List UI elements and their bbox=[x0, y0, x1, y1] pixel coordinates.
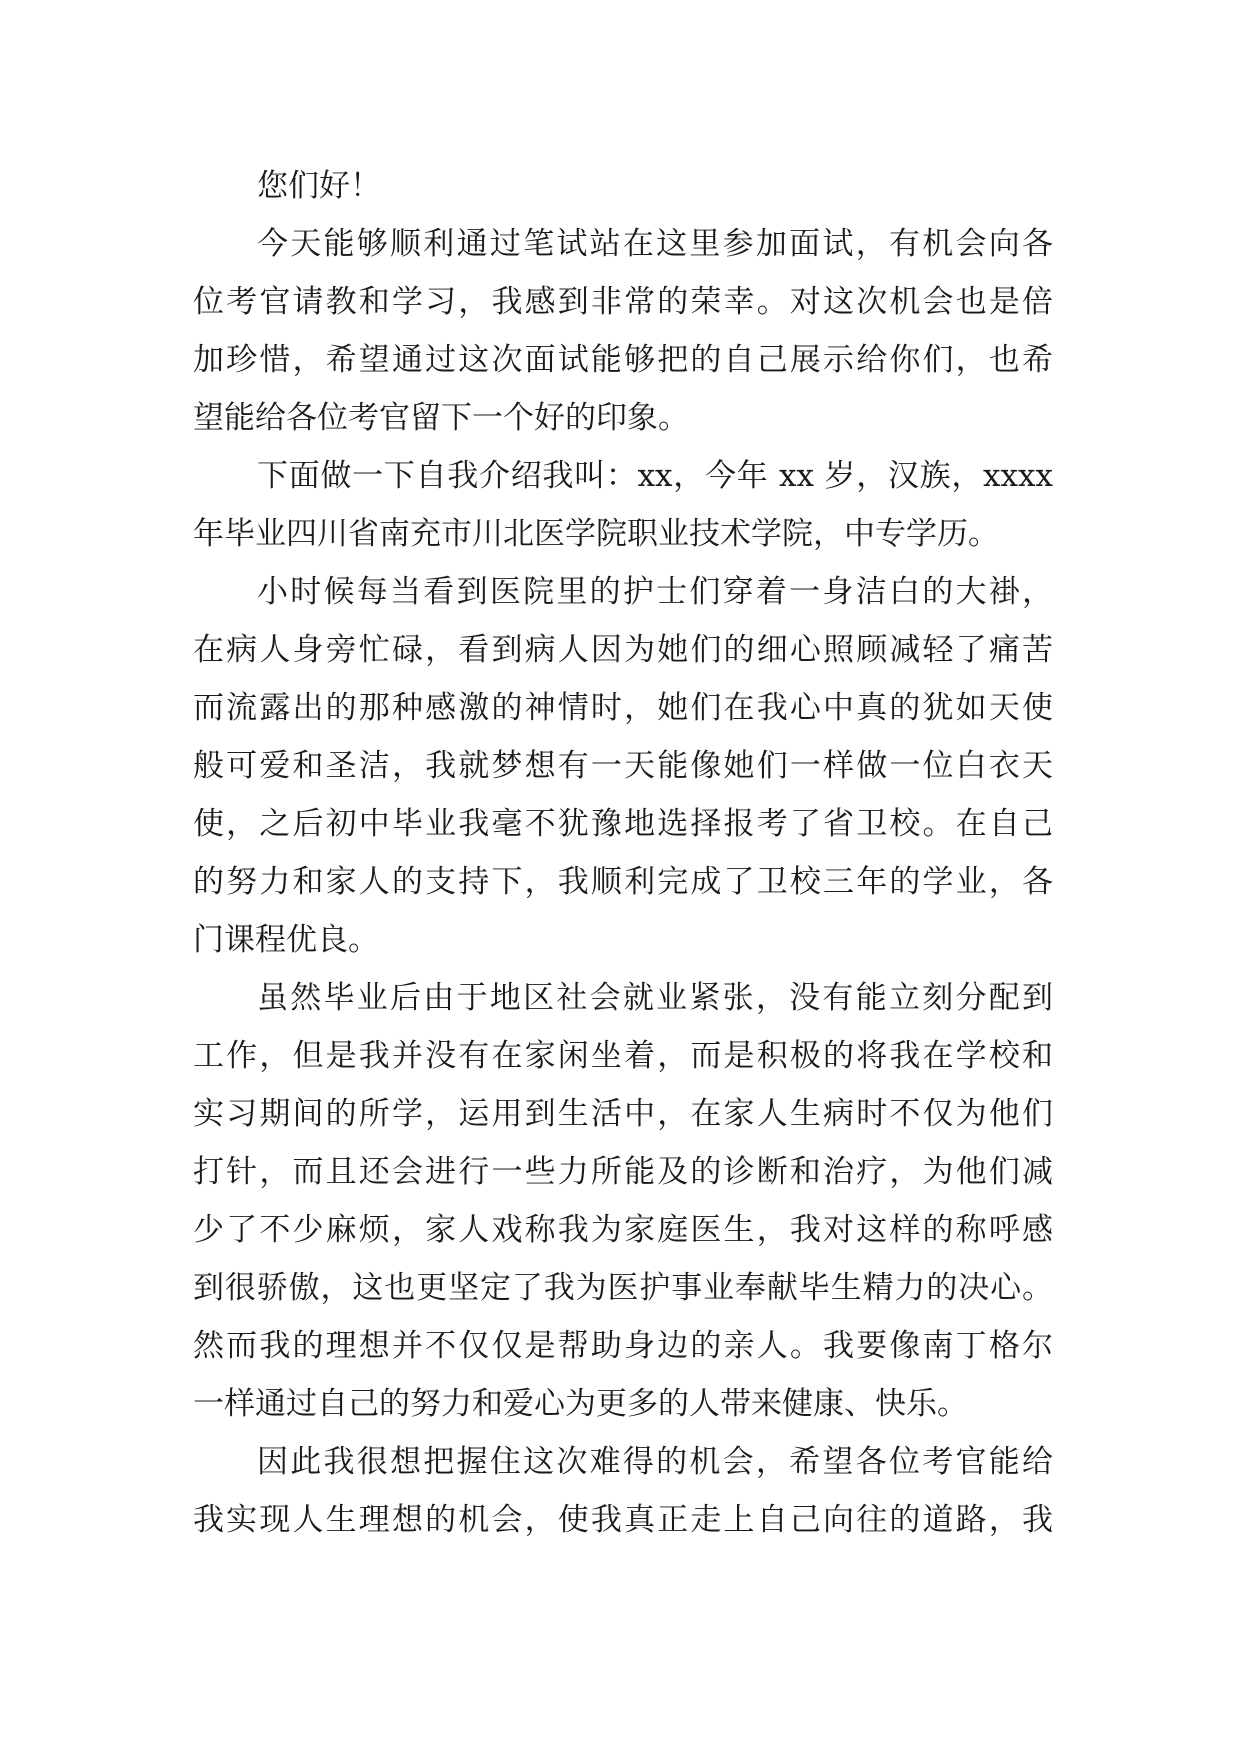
paragraph-4-line-4: 打针，而且还会进行一些力所能及的诊断和治疗，为他们减 bbox=[193, 1154, 1053, 1190]
paragraph-4-line-8: 一样通过自己的努力和爱心为更多的人带来健康、快乐。 bbox=[193, 1386, 968, 1422]
paragraph-4-line-6: 到很骄傲，这也更坚定了我为医护事业奉献毕生精力的决心。 bbox=[193, 1270, 1053, 1306]
paragraph-4-line-1: 虽然毕业后由于地区社会就业紧张，没有能立刻分配到 bbox=[257, 980, 1053, 1016]
paragraph-5-line-1: 因此我很想把握住这次难得的机会，希望各位考官能给 bbox=[257, 1444, 1053, 1480]
paragraph-3-line-4: 般可爱和圣洁，我就梦想有一天能像她们一样做一位白衣天 bbox=[193, 748, 1053, 784]
paragraph-4-line-2: 工作，但是我并没有在家闲坐着，而是积极的将我在学校和 bbox=[193, 1038, 1053, 1074]
paragraph-4-line-3: 实习期间的所学，运用到生活中，在家人生病时不仅为他们 bbox=[193, 1096, 1053, 1132]
paragraph-1-line-1: 今天能够顺利通过笔试站在这里参加面试，有机会向各 bbox=[257, 226, 1053, 262]
paragraph-3-line-1: 小时候每当看到医院里的护士们穿着一身洁白的大褂， bbox=[257, 574, 1053, 610]
paragraph-1-line-3: 加珍惜，希望通过这次面试能够把的自己展示给你们，也希 bbox=[193, 342, 1053, 378]
greeting-line: 您们好！ bbox=[257, 168, 381, 204]
paragraph-1-line-2: 位考官请教和学习，我感到非常的荣幸。对这次机会也是倍 bbox=[193, 284, 1053, 320]
paragraph-5-line-2: 我实现人生理想的机会，使我真正走上自己向往的道路，我 bbox=[193, 1502, 1053, 1538]
paragraph-3-line-3: 而流露出的那种感激的神情时，她们在我心中真的犹如天使 bbox=[193, 690, 1053, 726]
paragraph-3-line-6: 的努力和家人的支持下，我顺利完成了卫校三年的学业，各 bbox=[193, 864, 1053, 900]
paragraph-3-line-2: 在病人身旁忙碌，看到病人因为她们的细心照顾减轻了痛苦 bbox=[193, 632, 1053, 668]
paragraph-4-line-7: 然而我的理想并不仅仅是帮助身边的亲人。我要像南丁格尔 bbox=[193, 1328, 1053, 1364]
paragraph-1-line-4: 望能给各位考官留下一个好的印象。 bbox=[193, 400, 689, 436]
paragraph-2-line-2: 年毕业四川省南充市川北医学院职业技术学院，中专学历。 bbox=[193, 516, 999, 552]
paragraph-3-line-5: 使，之后初中毕业我毫不犹豫地选择报考了省卫校。在自己 bbox=[193, 806, 1053, 842]
paragraph-2-line-1: 下面做一下自我介绍我叫：xx，今年 xx 岁，汉族，xxxx bbox=[257, 458, 1053, 494]
paragraph-4-line-5: 少了不少麻烦，家人戏称我为家庭医生，我对这样的称呼感 bbox=[193, 1212, 1053, 1248]
paragraph-3-line-7: 门课程优良。 bbox=[193, 922, 379, 958]
